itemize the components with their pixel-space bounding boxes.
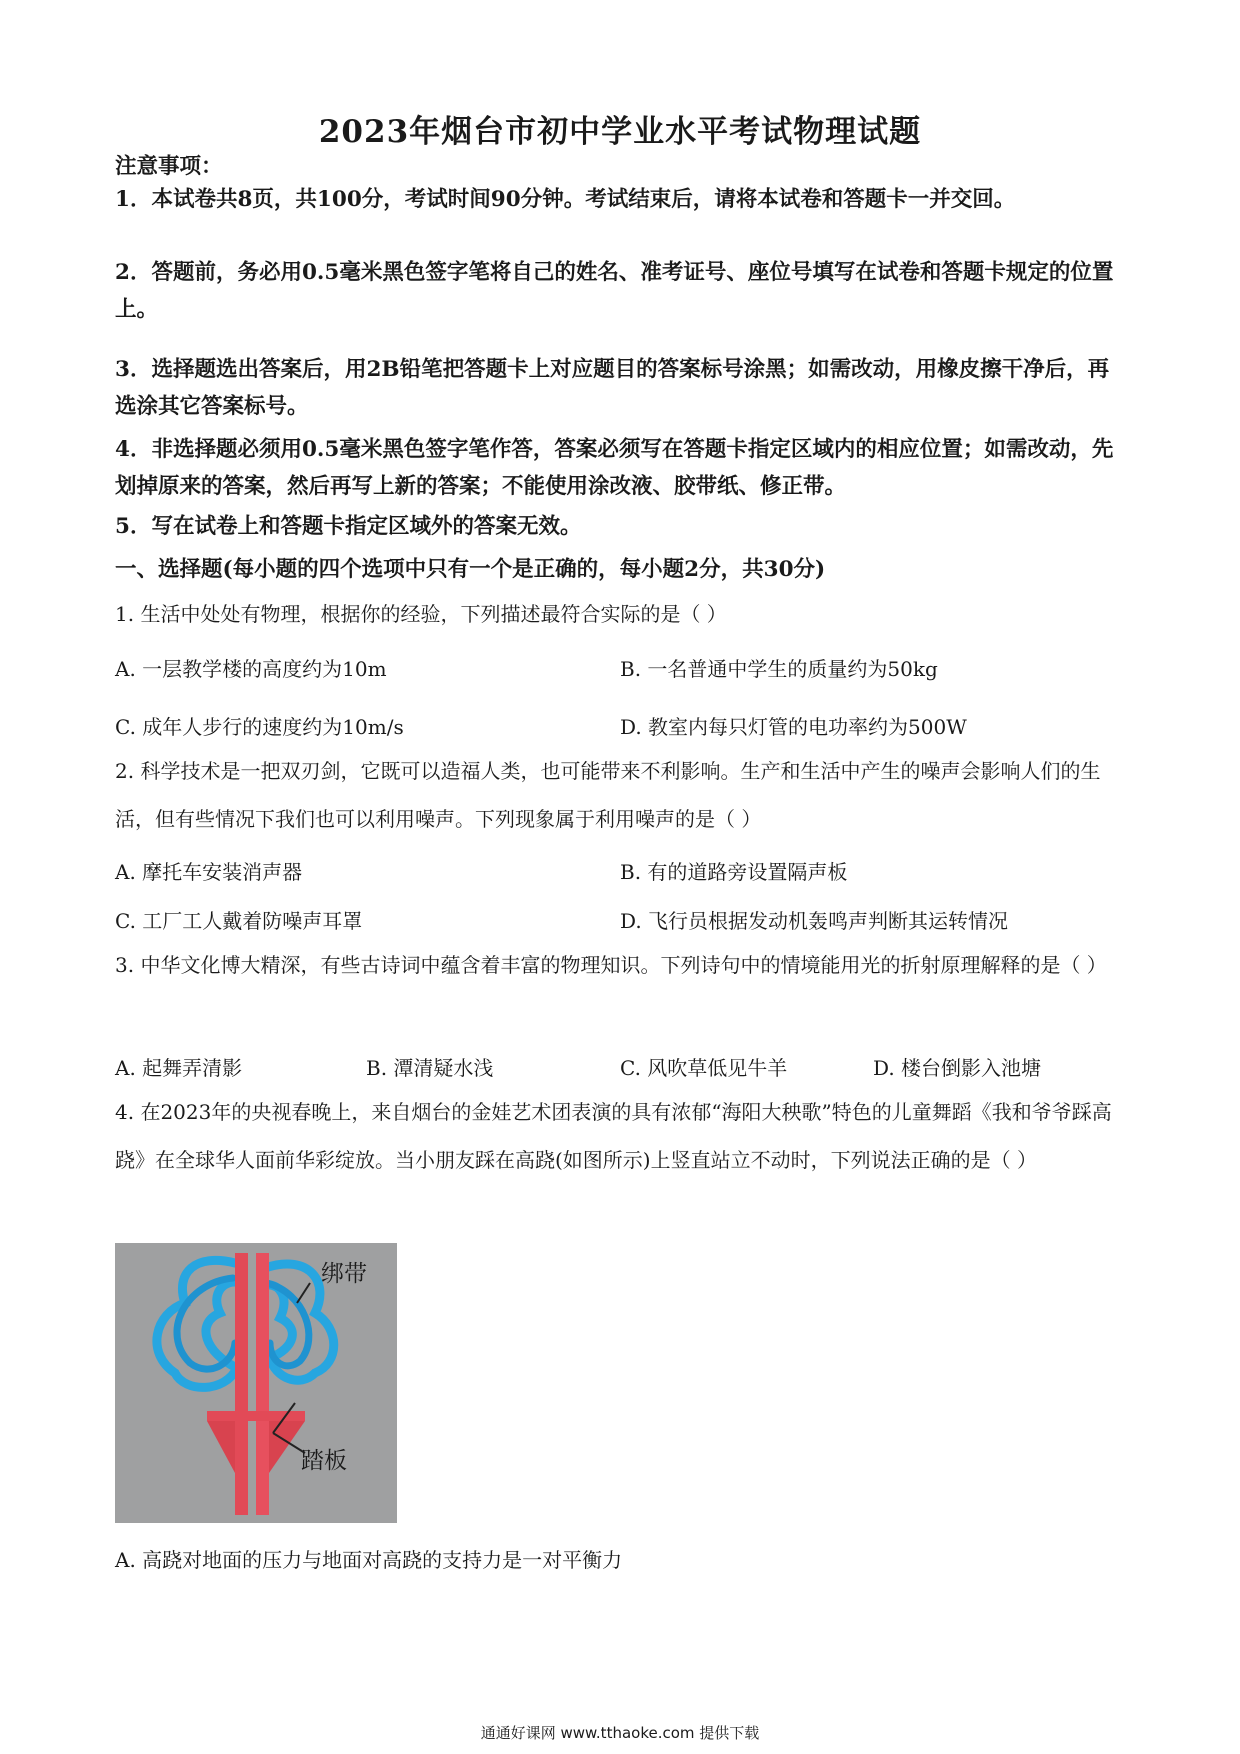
notice-item-2: 2．答题前，务必用0.5毫米黑色签字笔将自己的姓名、准考证号、座位号填写在试卷和答题卡规定的位置上。 bbox=[115, 260, 1114, 322]
notice-heading: 注意事项： bbox=[115, 154, 223, 179]
page-title: 2023年烟台市初中学业水平考试物理试题 bbox=[318, 114, 922, 150]
question-3-option-a: A. 起舞弄清影 bbox=[115, 1056, 243, 1080]
question-3-option-b: B. 潭清疑水浅 bbox=[366, 1056, 494, 1080]
question-3-option-c: C. 风吹草低见牛羊 bbox=[620, 1056, 788, 1080]
question-1-option-a: A. 一层教学楼的高度约为10m bbox=[115, 657, 387, 681]
question-1-option-b: B. 一名普通中学生的质量约为50kg bbox=[620, 657, 938, 681]
section-heading: 一、选择题(每小题的四个选项中只有一个是正确的，每小题2分，共30分) bbox=[115, 557, 826, 582]
question-1-option-d: D. 教室内每只灯管的电功率约为500W bbox=[620, 715, 967, 739]
question-3-stem: 3. 中华文化博大精深，有些古诗词中蕴含着丰富的物理知识。下列诗句中的情境能用光的折射原理解释的是（ ） bbox=[115, 953, 1107, 977]
footer-credit: 通通好课网 www.tthaoke.com 提供下载 bbox=[480, 1724, 760, 1742]
question-2-option-b: B. 有的道路旁设置隔声板 bbox=[620, 860, 848, 884]
question-4-stem: 4. 在2023年的央视春晚上，来自烟台的金娃艺术团表演的具有浓郁“海阳大秧歌”特色的儿童舞蹈《我和爷爷踩高跷》在全球华人面前华彩绽放。当小朋友踩在高跷(如图所示)上竖直站立不动时，下列说法正确的是（ ） bbox=[115, 1100, 1112, 1172]
question-1-option-c: C. 成年人步行的速度约为10m/s bbox=[115, 715, 404, 739]
notice-item-1: 1．本试卷共8页，共100分，考试时间90分钟。考试结束后，请将本试卷和答题卡一并交回。 bbox=[115, 187, 1016, 212]
figure-labels bbox=[115, 1243, 397, 1523]
question-2-option-d: D. 飞行员根据发动机轰鸣声判断其运转情况 bbox=[620, 909, 1009, 933]
notice-item-3: 3．选择题选出答案后，用2B铅笔把答题卡上对应题目的答案标号涂黑；如需改动，用橡皮擦干净后，再选涂其它答案标号。 bbox=[115, 357, 1110, 419]
question-3-option-d: D. 楼台倒影入池塘 bbox=[873, 1056, 1042, 1080]
question-2-stem: 2. 科学技术是一把双刃剑，它既可以造福人类，也可能带来不利影响。生产和生活中产生的噪声会影响人们的生活，但有些情况下我们也可以利用噪声。下列现象属于利用噪声的是（ ） bbox=[115, 759, 1101, 831]
question-2-option-c: C. 工厂工人戴着防噪声耳罩 bbox=[115, 909, 363, 933]
question-1-stem: 1. 生活中处处有物理，根据你的经验，下列描述最符合实际的是（ ） bbox=[115, 602, 727, 626]
notice-item-5: 5．写在试卷上和答题卡指定区域外的答案无效。 bbox=[115, 514, 582, 539]
figure-label-strap: 绑带 bbox=[321, 1261, 367, 1287]
question-2-option-a: A. 摩托车安装消声器 bbox=[115, 860, 303, 884]
question-4-option-a: A. 高跷对地面的压力与地面对高跷的支持力是一对平衡力 bbox=[115, 1548, 623, 1572]
notice-item-4: 4．非选择题必须用0.5毫米黑色签字笔作答，答案必须写在答题卡指定区域内的相应位置；如需改动，先划掉原来的答案，然后再写上新的答案；不能使用涂改液、胶带纸、修正带。 bbox=[115, 437, 1114, 499]
figure-label-pedal: 踏板 bbox=[301, 1448, 347, 1474]
